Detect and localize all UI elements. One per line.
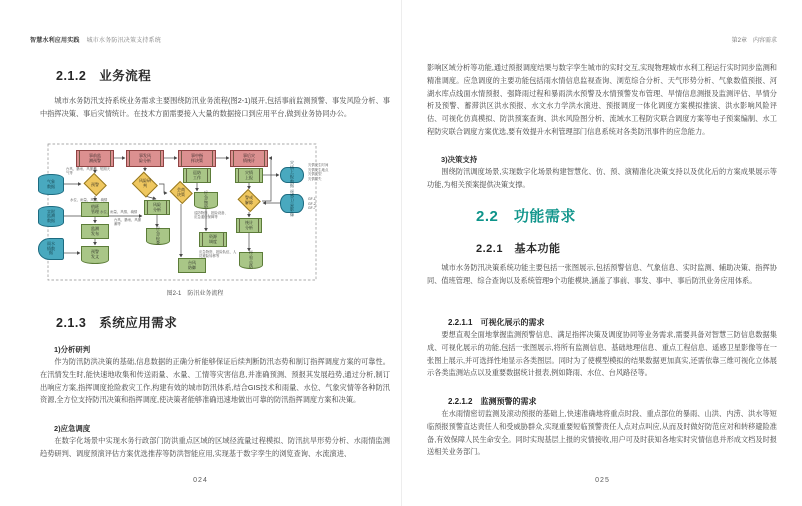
flowchart-step-typhoon-defense: 台风防御: [178, 258, 206, 273]
flowchart-step-statistics: 统计分析: [236, 218, 262, 233]
flowchart-note-weather: 台风、暴雨、风暴潮、短期天气等: [66, 167, 111, 176]
flowchart-annotation-satellites: GF-1 GF-2 GF-7: [308, 197, 316, 211]
page-number-right: 025: [595, 477, 610, 484]
flowchart-doc-emergency-supplies: 应急物资: [194, 192, 218, 209]
flowchart-decision-warning: 预警: [82, 174, 108, 196]
flowchart-db-rain-water: 雨水情数据: [38, 238, 64, 260]
flowchart-note-patrol-supplies: 巡防物资、抢险设备、应急通信保障等: [194, 211, 228, 220]
flowchart-step-duty-management: 值班管理: [81, 202, 109, 217]
flowchart-db-disaster-report: 灾情上报数据: [280, 167, 304, 183]
heading-2-2: 2.2 功能需求: [476, 208, 576, 225]
flowchart-note-hydro-2: 水位、雨量、风情、墒情: [100, 210, 138, 214]
subheading-decision-support: 3)决策支持: [441, 155, 478, 164]
figure-caption: 图2-1 防汛业务流程: [166, 291, 224, 297]
flowchart-decision-consultation: 会商决策: [168, 182, 194, 204]
subheading-analysis: 1)分析研判: [54, 345, 91, 354]
flowchart-note-dispatch-items: 应急物资、抢险队伍、人员避险转移等: [199, 250, 237, 259]
flowchart-db-weather: 气象数据: [38, 174, 64, 195]
flowchart-decision-risk-judge: 风险研判: [131, 172, 159, 196]
subheading-dispatch: 2)应急调度: [54, 424, 91, 433]
paragraph: 影响区域分析等功能,通过预报调度结果与数字孪生城市的实时交互,实现物理城市水利工程运行实时同步监测和精准调度。应急调度的主要功能包括雨水情信息监视查询、浏览综合分析、天气形势分析、气象数值预报、河湖水库点线面水情预报、强降雨过程和暴雨洪水预警及水情预警发布管理、旱情信息测报及监测评估、旱情分析及预警、蓄滞洪区洪水预报、水文水力学洪水演进、预报调度一体化调度方案模拟推演、洪水影响风险评估、可视化仿真模拟、防洪预案查询、洪水风险图分析、流域水工程防灾联合调度方案等电子预案编制、水工程防灾联合调度方案优选,要有效提升水利管理部门信息系统对各类防汛事件的应急能力。: [427, 63, 777, 136]
paragraph: 作为防汛防洪决策的基础,信息数据的正确分析能够保证后续判断防汛态势和制订指挥调度方案的可靠性。在汛情发生时,能快速地收集和传送雨量、水量、工情等灾害信息,并准确预测、预报其发展趋势,通过分析,制订出响应方案,指挥调度抢险救灾工作,构建有效的城市防汛体系,结合GIS技术和雨量、水位、气象灾情等各种防汛资源,全方位支持防汛决策和指挥调度,使决策者能够准确迅速地做出可靠的防汛指挥调度方案和决策。: [40, 357, 390, 405]
heading-2-2-1-2: 2.2.1.2 监测预警的需求: [448, 397, 537, 406]
flowchart-figure: [36, 140, 346, 288]
flowchart-db-realtime-monitor: 实时监测数据: [38, 206, 64, 227]
running-head-left: [30, 35, 161, 44]
paragraph: 城市水务防汛支持系统业务需求主要围绕防汛业务流程(图2-1)展开,包括事前监测预警、事发风险分析、事中指挥决策、事后灾情统计。在技术方面需要接入大量的数据接口到应用平台,做到业务协同办公。: [40, 96, 390, 118]
page-right: [402, 0, 802, 506]
flowchart-db-satellite: 遥感卫星影像: [280, 194, 304, 213]
paragraph: 要想直观全面地掌握监测预警信息、满足指挥决策及调度协同等业务需求,需要具备对智慧三防信息数据集成、可视化展示的功能,包括一张图展示,将所有监测信息、基础地理信息、重点工程信息、遥感卫星影像等在一张图上展示,并可选择性地显示各类图层。同时为了使模型模拟的结果数据更加真实,还需依靠三维可视化立体展示各类监测站点以及重要数据统计报表,例如降雨、水位、台风路径等。: [427, 330, 777, 378]
heading-2-1-2: 2.1.2 业务流程: [56, 69, 152, 83]
page-number-left: 024: [193, 477, 208, 484]
book-title: 智慧水利应用实践: [30, 38, 80, 44]
flowchart-step-disaster-report: 灾情上报: [235, 168, 263, 183]
paragraph: 在水雨情密切监测及滚动预报的基础上,快速准确地将重点时段、重点部位的暴雨、山洪、内涝、洪水等短临预报预警直达责任人和受威胁群众,实现重要短临预警责任人点对点叫应,从而及时做好防范应对和转移避险准备,有效保障人民生命安全。同时实现基层上报的灾情接收,用户可及时获知各地实时灾情信息并形成文档及时报送相关业务部门。: [427, 409, 777, 457]
paragraph: 城市水务防汛决策系统功能主要包括一张图展示,包括预警信息、气象信息、实时监测、辅助决策、指挥协同、值班管理、综合查询以及系统管理9个功能模块,涵盖了事前、事发、事中、事后防汛业务应用体系。: [427, 263, 777, 285]
heading-2-1-3: 2.1.3 系统应用需求: [56, 316, 178, 330]
flowchart-step-risk-analysis: 风险分析: [144, 200, 170, 215]
flowchart-step-patrol-work: 巡防工作: [183, 168, 211, 183]
flowchart-phase-pre-warning: 事前监测预警: [76, 150, 114, 167]
heading-2-2-1-1: 2.2.1.1 可视化展示的需求: [448, 318, 545, 327]
flowchart-doc-emergency-check: 应急检查: [146, 228, 170, 245]
paragraph: 在数字化场景中实现水务行政部门防洪重点区域的区域径流量过程模拟、防汛抗旱形势分析、水雨情监测趋势研判、调度预演评估方案优选推荐等防洪智能应用,实现基于数字孪生的浏览查询、水流演进、: [40, 436, 390, 458]
flowchart-note-hazard-types: 台风、暴雨、风暴潮等: [114, 218, 142, 227]
flowchart-annotation-disaster-fields: 灾情发生时间 灾情发生地点 灾情类型 灾情损失: [308, 163, 329, 182]
flowchart-phase-command-decision: 事中指挥决策: [178, 150, 216, 167]
flowchart-phase-risk-analysis: 事发风险分析: [126, 150, 164, 167]
flowchart-doc-summary: 经验总结: [239, 252, 263, 269]
running-head-right: 第2章 内容需求: [731, 38, 777, 44]
flowchart-decision-alert-lift: 警戒解除: [236, 190, 262, 212]
flowchart-note-hydro-1: 水位、雨量、风情、墒情: [70, 198, 108, 202]
flowchart-doc-warning-notice: 预警发文: [81, 246, 109, 264]
book-subtitle: 城市水务防汛决策支持系统: [86, 38, 162, 44]
flowchart-phase-disaster-stats: 事后灾情统计: [230, 150, 268, 167]
heading-2-2-1: 2.2.1 基本功能: [476, 243, 561, 255]
flowchart-step-monitor-publish: 监测发布: [81, 224, 109, 239]
paragraph: 围绕防汛调度场景,实现数字化场景构建智慧化、仿、预、演精准化决策支持以及优化后的方案成果展示等功能,为相关预案提供决策支撑。: [427, 167, 777, 189]
flowchart-step-resource-dispatch: 资源调度: [199, 232, 227, 247]
